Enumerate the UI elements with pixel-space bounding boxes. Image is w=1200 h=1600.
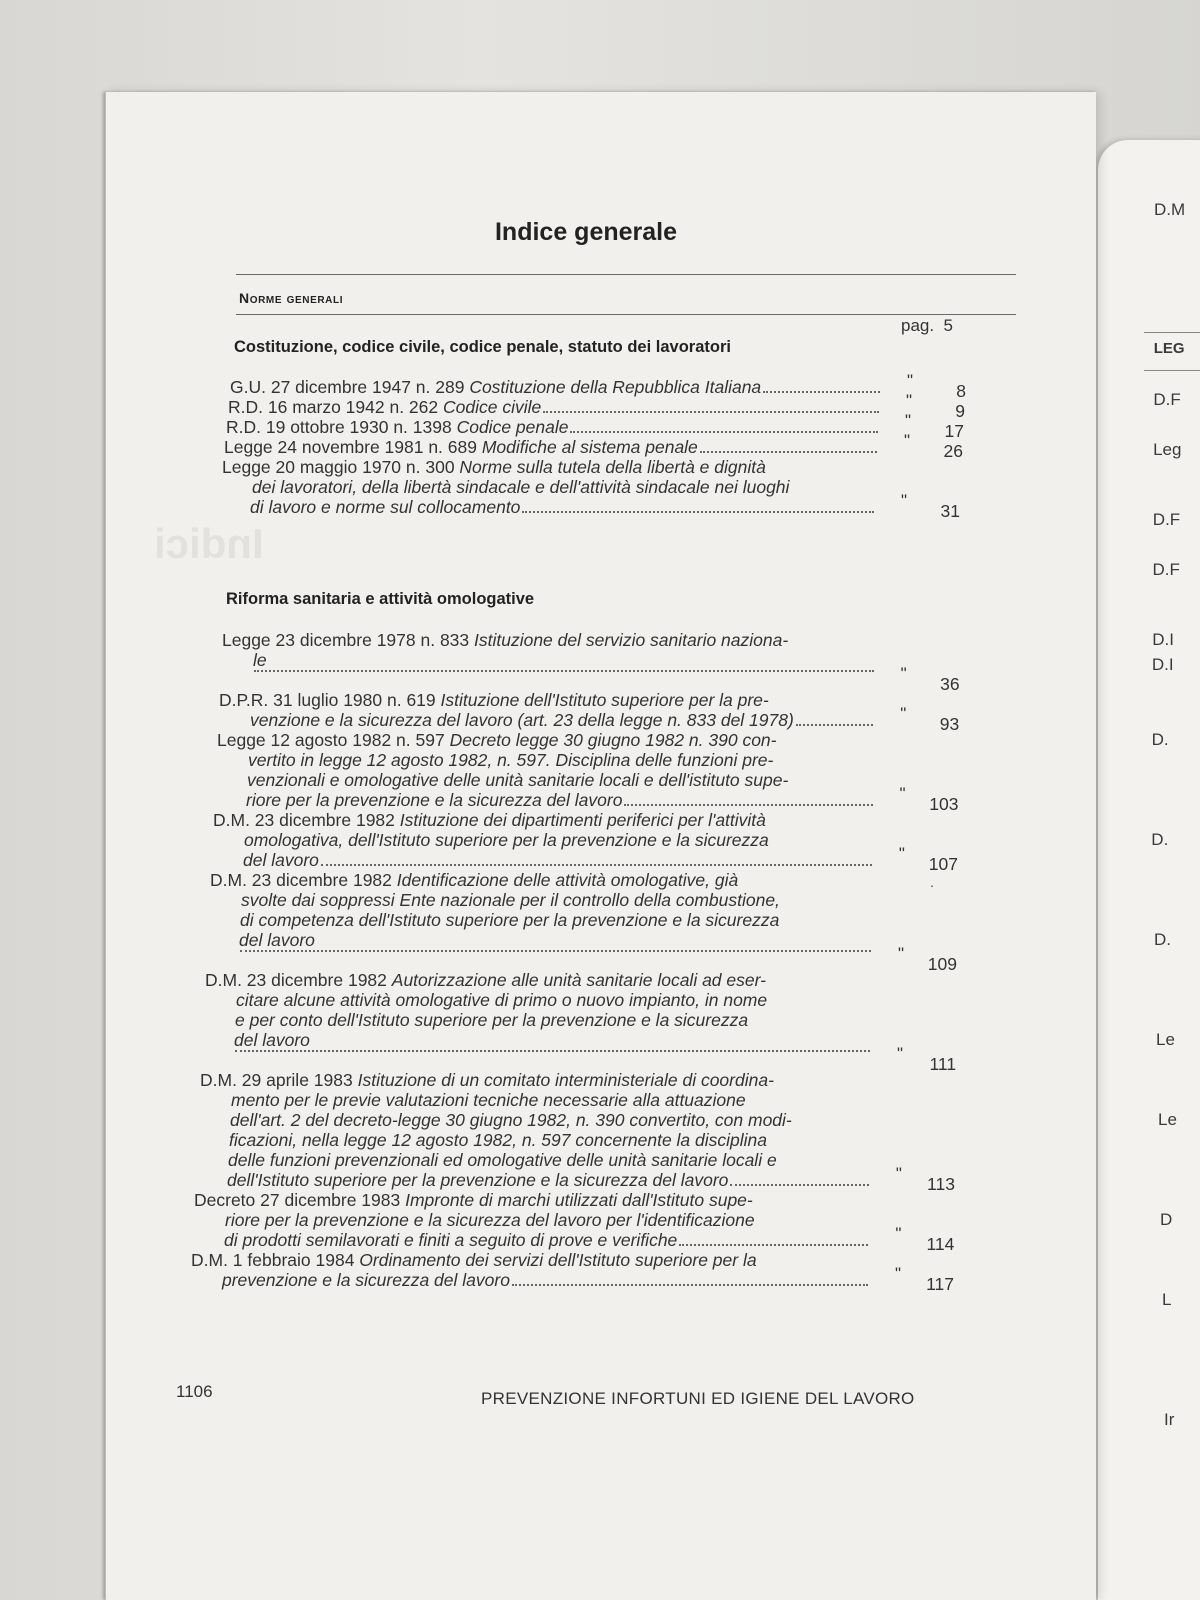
- next-page-fragment: Ir: [1164, 1410, 1175, 1429]
- entry-text: [230, 377, 761, 397]
- next-page-rule: [1144, 332, 1200, 333]
- next-page: [1098, 140, 1200, 1600]
- entry-text: [224, 437, 698, 457]
- page-reference: 107: [928, 854, 958, 874]
- entry-title: Istituzione di un comitato interministeriale di coordina-: [357, 1070, 774, 1090]
- pag-label: pag.: [901, 316, 935, 335]
- entry-reference: R.D. 19 ottobre 1930 n. 1398: [226, 417, 457, 437]
- next-page-fragment: D: [1160, 1210, 1173, 1229]
- entry-title: delle funzioni prevenzionali ed omologative delle unità sanitarie locali e: [228, 1150, 777, 1170]
- entry-text: [253, 650, 267, 670]
- entry-text: [246, 790, 622, 810]
- entry-text: [244, 830, 769, 850]
- next-page-fragment: D.F: [1152, 510, 1181, 529]
- entry-text: [222, 1270, 510, 1290]
- entry-title: mento per le previe valutazioni tecniche necessarie alla attuazione: [231, 1090, 746, 1110]
- entry-title: citare alcune attività omologative di primo o nuovo impianto, in nome: [236, 990, 768, 1010]
- page-reference: 17: [944, 421, 964, 441]
- entry-text: [213, 810, 766, 830]
- ditto-mark: ": [897, 1044, 904, 1063]
- index-entry-continuation: [248, 750, 773, 770]
- entry-title: Modifiche al sistema penale: [481, 437, 698, 457]
- index-entry-continuation: [227, 1170, 873, 1190]
- next-page-fragment: L: [1162, 1290, 1172, 1309]
- index-entry-continuation: [252, 477, 789, 497]
- ditto-mark: ": [905, 391, 913, 410]
- entry-reference: G.U. 27 dicembre 1947 n. 289: [230, 377, 470, 397]
- page-reference: 113: [927, 1174, 955, 1194]
- leader-dots: [512, 1284, 868, 1286]
- entry-reference: Legge 24 novembre 1981 n. 689: [224, 437, 482, 457]
- entry-title: Codice civile: [442, 397, 542, 417]
- next-page-fragment: D.: [1151, 830, 1169, 849]
- page-reference: 114: [926, 1234, 955, 1254]
- ditto-mark: ": [894, 1264, 902, 1283]
- entry-text: [225, 1210, 755, 1230]
- page-number: 1106: [176, 1382, 213, 1401]
- index-entry-continuation: [231, 1090, 746, 1110]
- entry-text: [194, 1190, 753, 1210]
- entry-title: vertito in legge 12 agosto 1982, n. 597. Disciplina delle funzioni pre-: [248, 750, 774, 770]
- entry-text: [240, 910, 779, 930]
- ditto-mark: ": [904, 411, 912, 430]
- index-entry-continuation: [241, 890, 780, 910]
- leader-dots: [796, 724, 873, 726]
- entry-title: Norme sulla tutela della libertà e dignità: [459, 457, 766, 477]
- index-entry-line: [222, 630, 788, 650]
- entry-reference: D.M. 23 dicembre 1982: [210, 870, 397, 890]
- ditto-mark: ": [895, 1224, 902, 1243]
- leader-dots: [240, 950, 871, 952]
- ditto-mark: ": [897, 944, 905, 963]
- entry-reference: Decreto 27 dicembre 1983: [194, 1190, 406, 1210]
- entry-title: Codice penale: [456, 417, 569, 437]
- entry-text: [227, 1170, 728, 1190]
- index-entry-continuation: [240, 910, 779, 930]
- next-page-fragment: D.F: [1152, 560, 1180, 579]
- entry-title: del lavoro: [234, 1030, 310, 1050]
- entry-text: [224, 1230, 677, 1250]
- section-heading: Costituzione, codice civile, codice penale, statuto dei lavoratori: [234, 338, 731, 356]
- entry-reference: Legge 23 dicembre 1978 n. 833: [222, 630, 474, 650]
- entry-title: Identificazione delle attività omologative, già: [396, 870, 739, 890]
- entry-text: [239, 930, 315, 950]
- entry-text: [191, 1250, 757, 1270]
- next-page-fragment: Leg: [1153, 440, 1182, 459]
- next-page-fragment: D.I: [1151, 655, 1174, 674]
- page-reference: 31: [940, 501, 960, 521]
- ditto-mark: ": [900, 491, 908, 510]
- index-entry-continuation: [235, 1010, 748, 1030]
- entry-title: venzionali e omologative delle unità sanitarie locali e dell'istituto supe-: [247, 770, 789, 790]
- bottom-rule: [236, 314, 1016, 315]
- leader-dots: [570, 431, 878, 433]
- entry-text: [247, 770, 788, 790]
- book-page: [105, 92, 1096, 1600]
- page-reference: 103: [929, 794, 959, 814]
- page-reference: 111: [929, 1054, 957, 1074]
- entry-title: e per conto dell'Istituto superiore per la prevenzione e la sicurezza: [235, 1010, 749, 1030]
- entry-title: Istituzione dei dipartimenti periferici per l'attività: [399, 810, 766, 830]
- next-page-fragment: D.F: [1153, 390, 1181, 409]
- entry-text: [234, 1030, 310, 1050]
- entry-text: [200, 1070, 774, 1090]
- ditto-mark: ": [900, 664, 907, 683]
- index-entry-continuation: [244, 830, 769, 850]
- index-entry-continuation: [247, 770, 788, 790]
- top-rule: [236, 274, 1016, 275]
- page-reference: 93: [939, 714, 960, 734]
- ditto-mark: ": [899, 784, 906, 803]
- entry-text: [229, 1130, 767, 1150]
- entry-text: [236, 990, 767, 1010]
- index-entry-continuation: [228, 1150, 777, 1170]
- page-reference: 8: [956, 381, 966, 401]
- entry-title: le: [253, 650, 267, 670]
- entry-text: [248, 750, 773, 770]
- entry-reference: R.D. 16 marzo 1942 n. 262: [228, 397, 443, 417]
- leader-dots: [522, 511, 874, 513]
- entry-title: Impronte di marchi utilizzati dall'Istituto supe-: [405, 1190, 753, 1210]
- pag-value: 5: [943, 316, 954, 335]
- entry-title: ficazioni, nella legge 12 agosto 1982, n. 597 concernente la disciplina: [229, 1130, 768, 1150]
- entry-title: venzione e la sicurezza del lavoro (art. 23 della legge n. 833 del 1978): [250, 710, 794, 730]
- leader-dots: [763, 391, 880, 393]
- index-entry-line: [205, 970, 766, 990]
- leader-dots: [321, 864, 872, 866]
- page-reference: 117: [926, 1274, 954, 1294]
- page-reference: 109: [927, 954, 957, 974]
- entry-title: di prodotti semilavorati e finiti a seguito di prove e verifiche: [224, 1230, 678, 1250]
- page-title: Indice generale: [494, 218, 678, 246]
- index-entry-line: [219, 690, 769, 710]
- entry-text: [217, 730, 777, 750]
- index-entry-line: [210, 870, 738, 890]
- entry-reference: D.M. 1 febbraio 1984: [191, 1250, 360, 1270]
- entry-reference: Legge 20 maggio 1970 n. 300: [222, 457, 460, 477]
- page-reference: 26: [943, 441, 963, 461]
- entry-title: riore per la prevenzione e la sicurezza del lavoro: [246, 790, 623, 810]
- page-reference: 9: [955, 401, 965, 421]
- index-entry-continuation: [225, 1210, 755, 1230]
- ditto-mark: ": [906, 371, 914, 390]
- entry-title: di competenza dell'Istituto superiore per la prevenzione e la sicurezza: [240, 910, 780, 930]
- index-entry-continuation: [246, 790, 877, 810]
- page-reference: 36: [940, 674, 960, 694]
- index-entry-line: [194, 1190, 753, 1210]
- entry-title: dell'Istituto superiore per la prevenzione e la sicurezza del lavoro: [227, 1170, 729, 1190]
- entry-reference: D.M. 23 dicembre 1982: [205, 970, 392, 990]
- entry-text: [250, 497, 520, 517]
- entry-title: Istituzione dell'Istituto superiore per la pre-: [440, 690, 769, 710]
- index-entry-line: [217, 730, 777, 750]
- ditto-mark: ": [900, 704, 907, 723]
- entry-title: Autorizzazione alle unità sanitarie locali ad eser-: [391, 970, 766, 990]
- entry-text: [230, 1110, 792, 1130]
- index-entry-continuation: [253, 650, 267, 670]
- entry-text: [228, 1150, 777, 1170]
- leader-dots: [543, 411, 879, 413]
- entry-text: [243, 850, 319, 870]
- index-entry-continuation: [230, 1110, 792, 1130]
- page-content: [106, 92, 1096, 1600]
- entry-text: [222, 457, 766, 477]
- index-entry-line: [224, 437, 881, 457]
- next-page-rule: [1144, 370, 1200, 371]
- index-entry-continuation: [252, 670, 878, 690]
- entry-title: riore per la prevenzione e la sicurezza del lavoro per l'identificazione: [225, 1210, 755, 1230]
- index-entry-continuation: [236, 990, 767, 1010]
- entry-title: del lavoro: [239, 930, 315, 950]
- leader-dots: [624, 804, 872, 806]
- entry-text: [219, 690, 769, 710]
- entry-title: Decreto legge 30 giugno 1982 n. 390 con-: [449, 730, 777, 750]
- entry-text: [210, 870, 738, 890]
- entry-text: [222, 630, 788, 650]
- entry-title: Costituzione della Repubblica Italiana: [469, 377, 762, 397]
- index-entry-line: [230, 377, 884, 397]
- stray-mark: .: [930, 874, 934, 890]
- leader-dots: [235, 1050, 870, 1052]
- index-entry-continuation: [239, 930, 315, 950]
- entry-text: [250, 710, 794, 730]
- next-page-fragment: Le: [1156, 1030, 1175, 1049]
- entry-reference: D.P.R. 31 luglio 1980 n. 619: [219, 690, 441, 710]
- index-entry-continuation: [238, 950, 875, 970]
- entry-title: omologativa, dell'Istituto superiore per la prevenzione e la sicurezza: [244, 830, 769, 850]
- leader-dots: [679, 1244, 868, 1246]
- entry-title: Ordinamento dei servizi dell'Istituto superiore per la: [359, 1250, 757, 1270]
- ditto-mark: ": [895, 1164, 902, 1183]
- entry-title: Istituzione del servizio sanitario naziona-: [474, 630, 789, 650]
- entry-title: di lavoro e norme sul collocamento: [250, 497, 521, 517]
- entry-title: dei lavoratori, della libertà sindacale e dell'attività sindacale nei luoghi: [252, 477, 790, 497]
- next-page-fragment: D.I: [1152, 630, 1174, 649]
- index-entry-continuation: [243, 850, 876, 870]
- index-entry-continuation: [233, 1050, 874, 1070]
- entry-title: svolte dai soppressi Ente nazionale per il controllo della combustione,: [241, 890, 780, 910]
- show-through-text: Indici: [154, 520, 264, 567]
- ditto-mark: ": [898, 844, 905, 863]
- index-entry-line: [226, 417, 882, 437]
- entry-title: dell'art. 2 del decreto-legge 30 giugno 1982, n. 390 convertito, con modi-: [230, 1110, 792, 1130]
- index-entry-continuation: [229, 1130, 767, 1150]
- entry-text: [231, 1090, 746, 1110]
- entry-reference: D.M. 29 aprile 1983: [200, 1070, 358, 1090]
- pag-reference: [901, 316, 953, 336]
- section-label: Norme generali: [239, 290, 344, 306]
- index-entry-continuation: [222, 1270, 872, 1290]
- ditto-mark: ": [903, 431, 911, 450]
- index-entry-line: [228, 397, 883, 417]
- index-entry-line: [213, 810, 766, 830]
- section-heading: Riforma sanitaria e attività omologative: [226, 590, 535, 608]
- entry-text: [235, 1010, 748, 1030]
- leader-dots: [700, 451, 877, 453]
- entry-text: [226, 417, 568, 437]
- entry-text: [228, 397, 541, 417]
- entry-reference: Legge 12 agosto 1982 n. 597: [217, 730, 450, 750]
- entry-reference: D.M. 23 dicembre 1982: [213, 810, 400, 830]
- next-page-fragment: Le: [1158, 1110, 1177, 1129]
- entry-text: [241, 890, 780, 910]
- entry-text: [252, 477, 789, 497]
- index-entry-line: [191, 1250, 757, 1270]
- index-entry-line: [222, 457, 766, 477]
- index-entry-continuation: [250, 497, 878, 517]
- index-entry-continuation: [250, 710, 877, 730]
- leader-dots: [730, 1184, 869, 1186]
- next-page-fragment: D.: [1154, 930, 1171, 949]
- next-page-fragment: LEG: [1153, 340, 1185, 357]
- footer-title: PREVENZIONE INFORTUNI ED IGIENE DEL LAVORO: [481, 1389, 915, 1408]
- index-entry-continuation: [224, 1230, 872, 1250]
- entry-title: prevenzione e la sicurezza del lavoro: [222, 1270, 510, 1290]
- leader-dots: [254, 670, 874, 672]
- index-entry-continuation: [234, 1030, 310, 1050]
- entry-title: del lavoro: [243, 850, 319, 870]
- next-page-fragment: D.: [1151, 730, 1169, 749]
- index-entry-line: [200, 1070, 774, 1090]
- entry-text: [205, 970, 766, 990]
- next-page-fragment: D.M: [1154, 200, 1186, 219]
